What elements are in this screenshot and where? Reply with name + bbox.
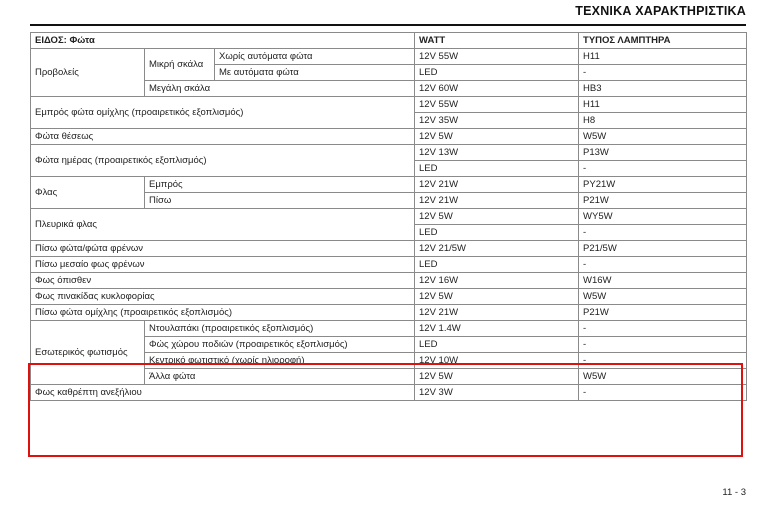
bulb-cell: W5W (579, 129, 747, 145)
column-header-watt: WATT (415, 33, 579, 49)
watt-cell: 12V 16W (415, 273, 579, 289)
column-header-bulb: ΤΥΠΟΣ ΛΑΜΠΤΗΡΑ (579, 33, 747, 49)
bulb-cell: - (579, 337, 747, 353)
light-specs-table (30, 32, 747, 401)
table-row (31, 129, 747, 145)
watt-cell: LED (415, 65, 579, 81)
watt-cell: 12V 13W (415, 145, 579, 161)
watt-cell: LED (415, 337, 579, 353)
highlight-box (28, 363, 743, 457)
row-label: Μεγάλη σκάλα (145, 81, 415, 97)
bulb-cell: WY5W (579, 209, 747, 225)
table-row (31, 49, 747, 65)
row-label: Φώς χώρου ποδιών (προαιρετικός εξοπλισμός) (145, 337, 415, 353)
table-row (31, 241, 747, 257)
row-label: Πίσω μεσαίο φως φρένων (31, 257, 415, 273)
watt-cell: 12V 1.4W (415, 321, 579, 337)
watt-cell: 12V 10W (415, 353, 579, 369)
row-label: Εμπρός φώτα ομίχλης (προαιρετικός εξοπλισμός) (31, 97, 415, 129)
page-number: 11 - 3 (722, 487, 746, 498)
bulb-cell: W5W (579, 289, 747, 305)
table-row (31, 97, 747, 113)
watt-cell: LED (415, 161, 579, 177)
row-label: Φως πινακίδας κυκλοφορίας (31, 289, 415, 305)
bulb-cell: - (579, 385, 747, 401)
watt-cell: 12V 21W (415, 305, 579, 321)
row-label: Πίσω (145, 193, 415, 209)
bulb-cell: P21W (579, 193, 747, 209)
watt-cell: 12V 3W (415, 385, 579, 401)
watt-cell: 12V 55W (415, 49, 579, 65)
bulb-cell: - (579, 225, 747, 241)
row-label: Εμπρός (145, 177, 415, 193)
watt-cell: 12V 55W (415, 97, 579, 113)
row-label: Άλλα φώτα (145, 369, 415, 385)
row-label: Χωρίς αυτόματα φώτα (215, 49, 415, 65)
table-row (31, 289, 747, 305)
watt-cell: 12V 35W (415, 113, 579, 129)
table-header-row (31, 33, 747, 49)
bulb-cell: P21/5W (579, 241, 747, 257)
watt-cell: 12V 21W (415, 193, 579, 209)
table-row (31, 305, 747, 321)
bulb-cell: P21W (579, 305, 747, 321)
row-label: Πίσω φώτα/φώτα φρένων (31, 241, 415, 257)
table-row (31, 273, 747, 289)
watt-cell: 12V 21/5W (415, 241, 579, 257)
row-label: Φώτα θέσεως (31, 129, 415, 145)
bulb-cell: H8 (579, 113, 747, 129)
row-label: Φώτα ημέρας (προαιρετικός εξοπλισμός) (31, 145, 415, 177)
watt-cell: 12V 5W (415, 289, 579, 305)
bulb-cell: P13W (579, 145, 747, 161)
bulb-cell: PY21W (579, 177, 747, 193)
table-row (31, 321, 747, 337)
watt-cell: 12V 21W (415, 177, 579, 193)
row-label: Με αυτόματα φώτα (215, 65, 415, 81)
bulb-cell: - (579, 161, 747, 177)
page-header (30, 0, 746, 26)
bulb-cell: - (579, 257, 747, 273)
watt-cell: 12V 5W (415, 209, 579, 225)
row-label: Ντουλαπάκι (προαιρετικός εξοπλισμός) (145, 321, 415, 337)
row-label: Κεντρικό φωτιστικό (χωρίς ηλιοροφή) (145, 353, 415, 369)
watt-cell: LED (415, 225, 579, 241)
row-group-label: Εσωτερικός φωτισμός (31, 321, 145, 385)
table-row (31, 145, 747, 161)
table-row (31, 209, 747, 225)
row-group-label: Προβολείς (31, 49, 145, 97)
watt-cell: LED (415, 257, 579, 273)
row-label: Φως καθρέπτη ανεξήλιου (31, 385, 415, 401)
watt-cell: 12V 60W (415, 81, 579, 97)
bulb-cell: - (579, 65, 747, 81)
watt-cell: 12V 5W (415, 369, 579, 385)
table-row (31, 177, 747, 193)
bulb-cell: W5W (579, 369, 747, 385)
table-row (31, 257, 747, 273)
bulb-cell: H11 (579, 97, 747, 113)
bulb-cell: W16W (579, 273, 747, 289)
watt-cell: 12V 5W (415, 129, 579, 145)
bulb-cell: HB3 (579, 81, 747, 97)
row-label: Πίσω φώτα ομίχλης (προαιρετικός εξοπλισμός) (31, 305, 415, 321)
bulb-cell: - (579, 353, 747, 369)
row-group-label: Φλας (31, 177, 145, 209)
row-label: Φως όπισθεν (31, 273, 415, 289)
row-subgroup-label: Μικρή σκάλα (145, 49, 215, 81)
bulb-cell: - (579, 321, 747, 337)
page-title: ΤΕΧΝΙΚΑ ΧΑΡΑΚΤΗΡΙΣΤΙΚΑ (575, 4, 746, 18)
row-label: Πλευρικά φλας (31, 209, 415, 241)
bulb-cell: H11 (579, 49, 747, 65)
column-header-type: ΕΙΔΟΣ: Φώτα (31, 33, 415, 49)
